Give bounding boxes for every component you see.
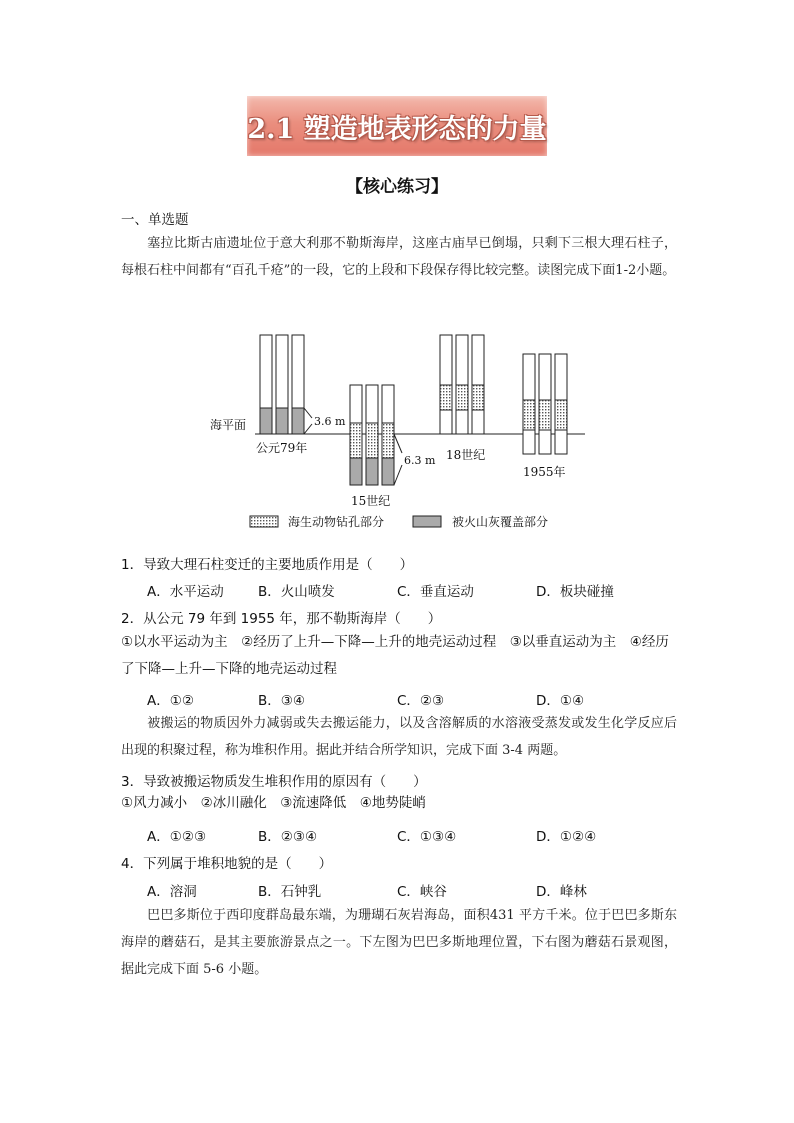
- question-4-option-d[interactable]: D．峰林: [536, 884, 587, 900]
- question-2-option-b[interactable]: B．③④: [258, 693, 305, 709]
- passage-2: [121, 710, 677, 764]
- period-label-79ad: 公元79年: [256, 441, 308, 455]
- question-2-option-d[interactable]: D．①④: [536, 693, 585, 709]
- section-title: 【核心练习】: [346, 177, 448, 197]
- page-title: 2.1 塑造地表形态的力量: [247, 113, 547, 145]
- question-2-stem: 2．从公元 79 年到 1955 年，那不勒斯海岸（ ）: [121, 611, 442, 627]
- section-heading: 一、单选题: [121, 212, 189, 228]
- passage-3-text: 巴巴多斯位于西印度群岛最东端，为珊瑚石灰岩海岛，面积431 平方千米。位于巴巴多斯东海岸的蘑菇石，是其主要旅游景点之一。下左图为巴巴多斯地理位置，下右图为蘑菇石景观图，据此完成下面 5-6 小题。: [121, 908, 677, 977]
- title-banner: [247, 96, 547, 156]
- period-label-1955: 1955年: [523, 465, 566, 479]
- question-1-option-a[interactable]: A．水平运动: [147, 584, 224, 600]
- sea-level-label: 海平面: [210, 418, 247, 432]
- period-label-18c: 18世纪: [446, 448, 486, 462]
- question-1-option-d[interactable]: D．板块碰撞: [536, 584, 614, 600]
- question-4-option-c[interactable]: C．峡谷: [397, 884, 447, 900]
- figure-legend: [250, 514, 548, 529]
- question-1-option-c[interactable]: C．垂直运动: [397, 584, 474, 600]
- pillar-figure: [200, 325, 600, 535]
- question-3-option-a[interactable]: A．①②③: [147, 829, 207, 845]
- passage-1: [121, 230, 677, 284]
- pillar-group-15c: [350, 385, 436, 508]
- question-3-option-c[interactable]: C．①③④: [397, 829, 457, 845]
- measure-a-label: 3.6 m: [314, 415, 346, 428]
- pillar-group-18c: [440, 335, 485, 462]
- question-3-stem: 3．导致被搬运物质发生堆积作用的原因有（ ）: [121, 774, 427, 790]
- question-4-stem: 4．下列属于堆积地貌的是（ ）: [121, 856, 333, 872]
- legend-bored-label: 海生动物钻孔部分: [288, 515, 385, 529]
- question-4-option-b[interactable]: B．石钟乳: [258, 884, 322, 900]
- question-2-option-c[interactable]: C．②③: [397, 693, 445, 709]
- question-3-statements: ①风力减小 ②冰川融化 ③流速降低 ④地势陡峭: [121, 795, 426, 811]
- question-2-option-a[interactable]: A．①②: [147, 693, 194, 709]
- period-label-15c: 15世纪: [351, 494, 391, 508]
- pillar-group-79ad: [256, 335, 346, 455]
- pillar-group-1955: [523, 354, 567, 479]
- question-3-option-b[interactable]: B．②③④: [258, 829, 318, 845]
- question-2-statements: ①以水平运动为主 ②经历了上升—下降—上升的地壳运动过程 ③以垂直运动为主 ④经历了下降—上升—下降的地壳运动过程: [121, 634, 669, 677]
- legend-ash-label: 被火山灰覆盖部分: [452, 515, 549, 529]
- legend-ash-swatch: [413, 516, 441, 527]
- question-1-stem: 1．导致大理石柱变迁的主要地质作用是（ ）: [121, 557, 414, 573]
- passage-3: [121, 902, 677, 983]
- question-3-option-d[interactable]: D．①②④: [536, 829, 597, 845]
- measure-b-label: 6.3 m: [404, 454, 436, 467]
- passage-2-text: 被搬运的物质因外力减弱或失去搬运能力，以及含溶解质的水溶液受蒸发或发生化学反应后出现的积聚过程，称为堆积作用。据此并结合所学知识，完成下面 3-4 两题。: [121, 716, 677, 758]
- question-4-option-a[interactable]: A．溶洞: [147, 884, 197, 900]
- passage-1-text: 塞拉比斯古庙遗址位于意大利那不勒斯海岸，这座古庙早已倒塌，只剩下三根大理石柱子，每根石柱中间都有“百孔千疮”的一段，它的上段和下段保存得比较完整。读图完成下面1-2小题。: [121, 236, 677, 278]
- question-1-option-b[interactable]: B．火山喷发: [258, 584, 335, 600]
- legend-bored-swatch: [250, 516, 278, 527]
